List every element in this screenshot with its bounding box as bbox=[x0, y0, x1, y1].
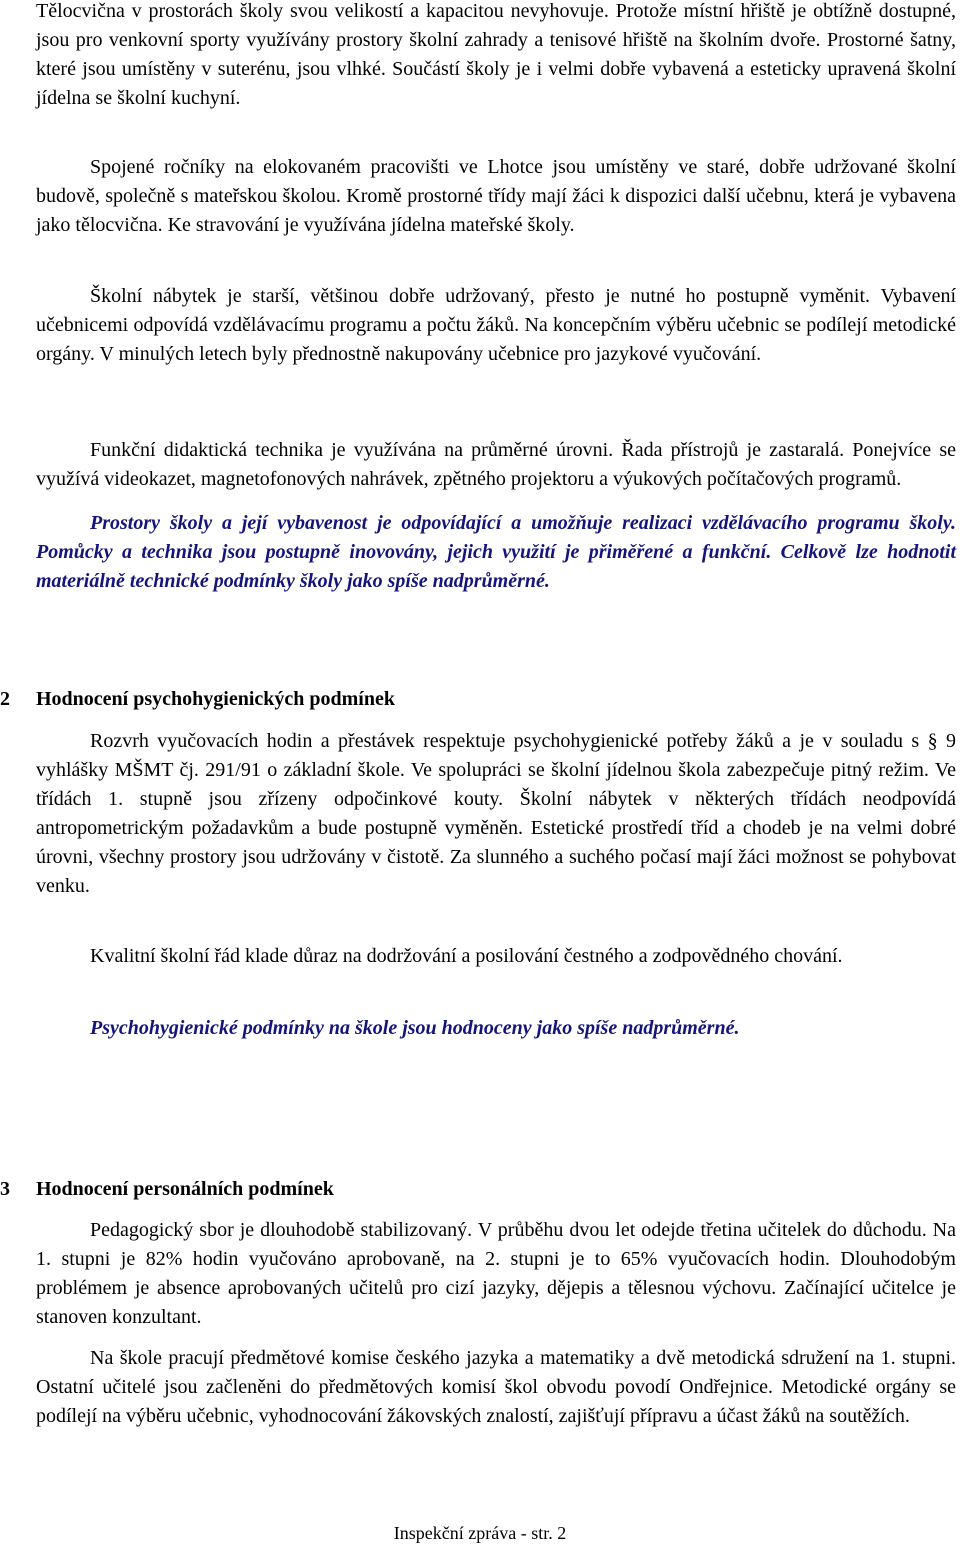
section-2-heading bbox=[0, 685, 956, 714]
intro-paragraph-3: Školní nábytek je starší, většinou dobře udržovaný, přesto je nutné ho postupně vyměnit. Vybavení učebnicemi odpovídá vzdělávacímu programu a počtu žáků. Na koncepčním výběru učebnic se podílejí metodické orgány. V minulých letech byly přednostně nakupovány učebnice pro jazykové vyučování. bbox=[36, 285, 956, 365]
intro-paragraph-2: Spojené ročníky na elokovaném pracovišti ve Lhotce jsou umístěny ve staré, dobře udržované školní budově, společně s mateřskou školou. Kromě prostorné třídy mají žáci k dispozici další učebnu, která je vybavena jako tělocvična. Ke stravování je využívána jídelna mateřské školy. bbox=[36, 156, 956, 236]
section-3-paragraph-1: Pedagogický sbor je dlouhodobě stabilizovaný. V průběhu dvou let odejde třetina učitelek do důchodu. Na 1. stupni je 82% hodin vyučováno aprobovaně, na 2. stupni je to 65% vyučovacích hodin. Dlouhodobým problémem je absence aprobovaných učitelů pro cizí jazyky, dějepis a tělesnou výchovu. Začínající učitelce je stanoven konzultant. bbox=[36, 1219, 956, 1328]
page-footer: Inspekční zpráva - str. 2 bbox=[393, 1523, 567, 1543]
section-2-title: Hodnocení psychohygienických podmínek bbox=[36, 688, 395, 710]
intro-paragraph-4: Funkční didaktická technika je využívána na průměrné úrovni. Řada přístrojů je zastaralá. Ponejvíce se využívá videokazet, magnetofonových nahrávek, zpětného projektoru a výukových počítačových programů. bbox=[36, 439, 956, 490]
section-2-summary: Psychohygienické podmínky na škole jsou hodnoceny jako spíše nadprůměrné. bbox=[90, 1017, 740, 1039]
section-3-title: Hodnocení personálních podmínek bbox=[36, 1178, 334, 1200]
intro-summary: Prostory školy a její vybavenost je odpovídající a umožňuje realizaci vzdělávacího programu školy. Pomůcky a technika jsou postupně inovovány, jejich využití je přiměřené a funkční. Celkově lze hodnotit materiálně technické podmínky školy jako spíše nadprůměrné. bbox=[36, 512, 956, 592]
section-2-number: 2 bbox=[0, 688, 10, 710]
section-3-paragraph-2: Na škole pracují předmětové komise českého jazyka a matematiky a dvě metodická sdružení na 1. stupni. Ostatní učitelé jsou začleněni do předmětových komisí škol obvodu povodí Ondřejnice. Metodické orgány se podílejí na výběru učebnic, vyhodnocování žákovských znalostí, zajišťují přípravu a účast žáků na soutěžích. bbox=[36, 1347, 956, 1427]
section-3-number: 3 bbox=[0, 1178, 10, 1200]
section-2-paragraph-2: Kvalitní školní řád klade důraz na dodržování a posilování čestného a zodpovědného chování. bbox=[90, 945, 843, 967]
section-2-paragraph-1: Rozvrh vyučovacích hodin a přestávek respektuje psychohygienické potřeby žáků a je v souladu s § 9 vyhlášky MŠMT čj. 291/91 o základní škole. Ve spolupráci se školní jídelnou škola zabezpečuje pitný režim. Ve třídách 1. stupně jsou zřízeny odpočinkové kouty. Školní nábytek v některých třídách neodpovídá antropometrickým požadavkům a bude postupně vyměněn. Estetické prostředí tříd a chodeb je na velmi dobré úrovni, všechny prostory jsou udržovány v čistotě. Za slunného a suchého počasí mají žáci možnost se pohybovat venku. bbox=[36, 730, 956, 897]
section-3-heading bbox=[0, 1175, 956, 1204]
intro-paragraph-1: Tělocvična v prostorách školy svou velikostí a kapacitou nevyhovuje. Protože místní hřiště je obtížně dostupné, jsou pro venkovní sporty využívány prostory školní zahrady a tenisové hřiště na školním dvoře. Prostorné šatny, které jsou umístěny v suterénu, jsou vlhké. Součástí školy je i velmi dobře vybavená a esteticky upravená školní jídelna se školní kuchyní. bbox=[36, 0, 956, 109]
